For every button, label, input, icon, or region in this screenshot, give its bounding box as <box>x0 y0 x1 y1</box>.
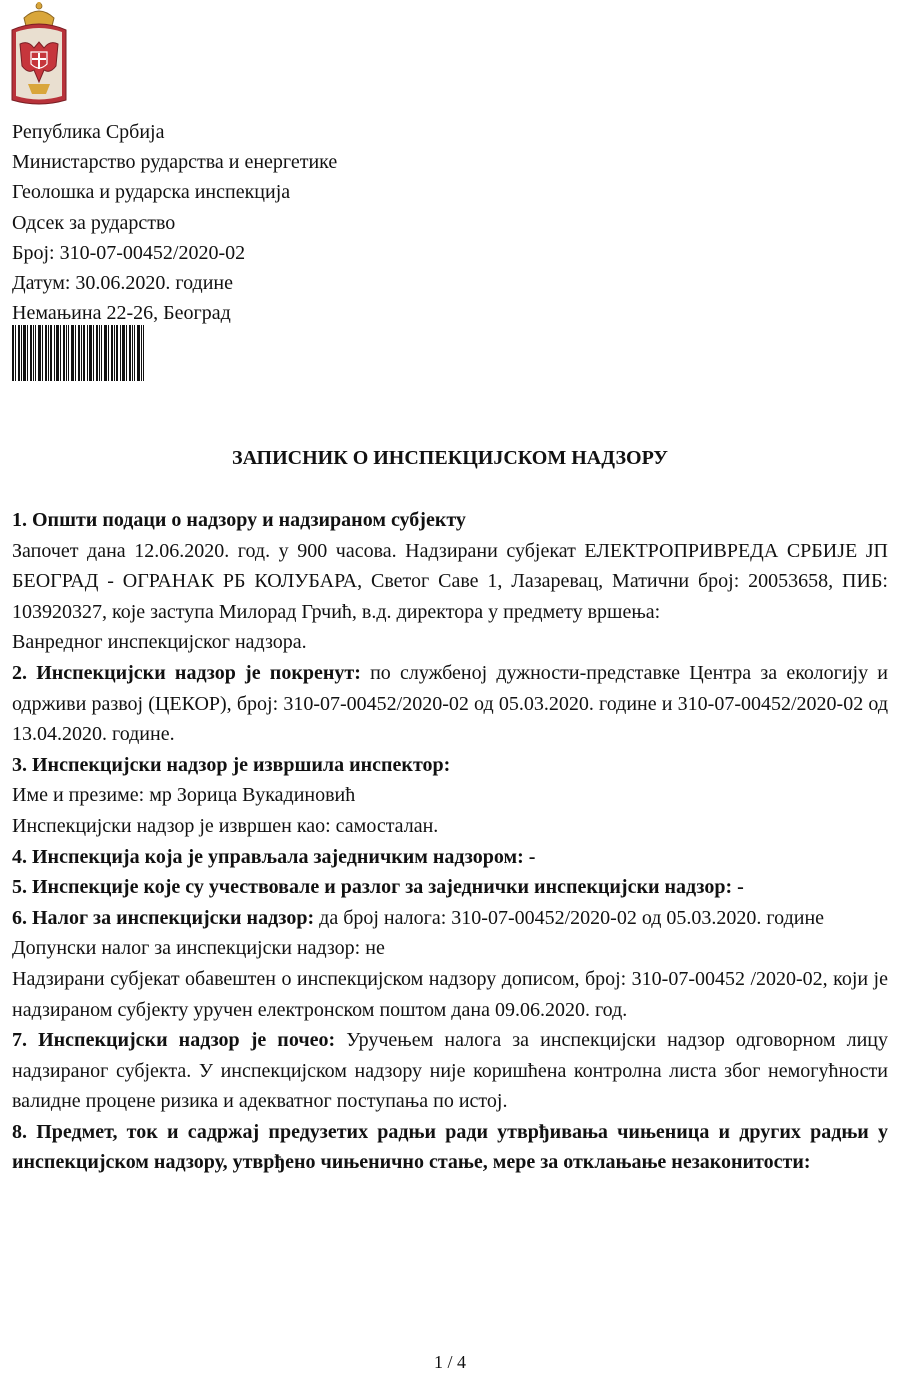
section-1-text: Започет дана 12.06.2020. год. у 900 часова. Надзирани субјекат ЕЛЕКТРОПРИВРЕДА СРБИЈЕ ЈП БЕОГРАД - ОГРАНАК РБ КОЛУБАРА, Светог Саве 1, Лазаревац, Матични број: 20053658, ПИБ: 103920327, које заступа Милорад Грчић, в.д. директора у предмету вршења: <box>12 539 888 623</box>
section-3-heading: 3. Инспекцијски надзор је извршила инспектор: <box>12 753 451 776</box>
header-address: Немањина 22-26, Београд <box>12 302 231 325</box>
section-1-text-2: Ванредног инспекцијског надзора. <box>12 631 307 654</box>
section-1-heading: 1. Општи подаци о надзору и надзираном субјекту <box>12 509 466 531</box>
section-6 <box>12 903 888 934</box>
document-body <box>12 505 888 1178</box>
section-2-heading: 2. Инспекцијски надзор је покренут: <box>12 661 361 684</box>
coat-of-arms-icon <box>6 0 72 110</box>
section-5-heading: 5. Инспекције које су учествовале и разлог за заједнички инспекцијски надзор: - <box>12 876 744 899</box>
document-header <box>12 117 337 328</box>
barcode <box>12 325 144 381</box>
header-number: Број: 310-07-00452/2020-02 <box>12 241 246 264</box>
section-2-text: по службеној дужности-представке Центра за екологију и одрживи развој (ЦЕКОР), број: 310-07-00452/2020-02 од 05.03.2020. године и 310-07-00452/2020-02 од 13.04.2020. године. <box>12 661 888 746</box>
section-7-heading: 7. Инспекцијски надзор је почео: <box>12 1029 336 1052</box>
section-3-mode: Инспекцијски надзор је извршен као: самосталан. <box>12 814 439 837</box>
header-ministry: Министарство рударства и енергетике <box>12 151 338 174</box>
header-inspection: Геолошка и рударска инспекција <box>12 181 291 204</box>
section-6-supplementary: Допунски налог за инспекцијски надзор: не <box>12 937 385 960</box>
section-6-text: да број налога: 310-07-00452/2020-02 од 05.03.2020. године <box>314 906 825 929</box>
header-date: Датум: 30.06.2020. године <box>12 272 234 295</box>
section-6-notice: Надзирани субјекат обавештен о инспекцијском надзору дописом, број: 310-07-00452 /2020-02, који је надзираном субјекту уручен електронском поштом дана 09.06.2020. год. <box>12 967 888 1021</box>
section-3-inspector: Име и презиме: мр Зорица Вукадиновић <box>12 784 356 807</box>
header-department: Одсек за рударство <box>12 211 176 234</box>
section-7-text: Уручењем налога за инспекцијски надзор одговорном лицу надзираног субјекта. У инспекцијском надзору није коришћена контролна листа због немогућности валидне процене ризика и адекватног поступања по истој. <box>12 1029 888 1113</box>
section-2 <box>12 658 888 750</box>
section-4-heading: 4. Инспекција која је управљала заједничким надзором: - <box>12 845 536 868</box>
document-title: ЗАПИСНИК О ИНСПЕКЦИЈСКОМ НАДЗОРУ <box>232 447 668 469</box>
section-6-heading: 6. Налог за инспекцијски надзор: <box>12 906 315 929</box>
section-8-heading: 8. Предмет, ток и садржај предузетих радњи ради утврђивања чињеница и других радњи у инспекцијском надзору, утврђено чињенично стање, мере за отклањање незаконитости: <box>12 1120 888 1174</box>
section-7 <box>12 1025 888 1117</box>
header-country: Република Србија <box>12 121 165 143</box>
page-number: 1 / 4 <box>433 1352 466 1372</box>
